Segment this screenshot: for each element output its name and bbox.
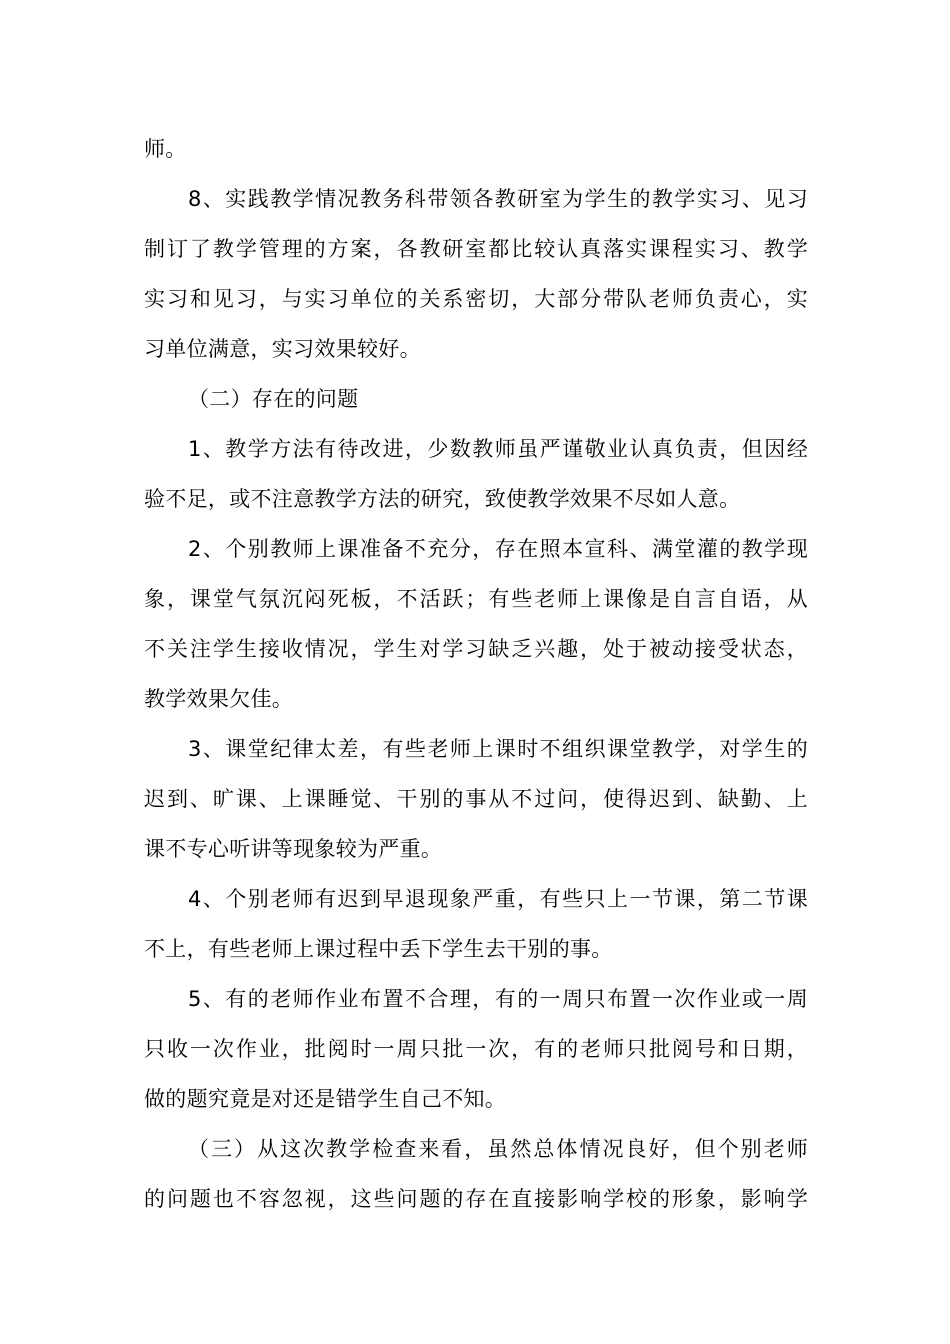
problem-3-line-3: 课不专心听讲等现象较为严重。: [144, 837, 443, 861]
problem-5-line-2: 只收一次作业，批阅时一周只批一次，有的老师只批阅号和日期，: [144, 1037, 808, 1061]
section-3-line-2: 的问题也不容忽视，这些问题的存在直接影响学校的形象，影响学: [144, 1187, 808, 1211]
text-line: 师。: [144, 137, 187, 161]
problem-2-line-1: 2、个别教师上课准备不充分，存在照本宣科、满堂灌的教学现: [188, 537, 808, 561]
problem-1-line-2: 验不足，或不注意教学方法的研究，致使教学效果不尽如人意。: [144, 487, 741, 511]
problem-4-line-2: 不上，有些老师上课过程中丢下学生去干别的事。: [144, 937, 613, 961]
paragraph-8-line-4: 习单位满意，实习效果较好。: [144, 337, 421, 361]
problem-1-line-1: 1、教学方法有待改进，少数教师虽严谨敬业认真负责，但因经: [188, 437, 808, 461]
problem-3-line-2: 迟到、旷课、上课睡觉、干别的事从不过问，使得迟到、缺勤、上: [144, 787, 808, 811]
section-3-line-1: （三）从这次教学检查来看，虽然总体情况良好，但个别老师: [188, 1137, 808, 1161]
problem-3-line-1: 3、课堂纪律太差，有些老师上课时不组织课堂教学，对学生的: [188, 737, 808, 761]
paragraph-8-line-2: 制订了教学管理的方案，各教研室都比较认真落实课程实习、教学: [144, 237, 808, 261]
problem-2-line-3: 不关注学生接收情况，学生对学习缺乏兴趣，处于被动接受状态，: [144, 637, 808, 661]
problem-2-line-4: 教学效果欠佳。: [144, 687, 294, 711]
problem-4-line-1: 4、个别老师有迟到早退现象严重，有些只上一节课，第二节课: [188, 887, 808, 911]
paragraph-8-line-1: 8、实践教学情况教务科带领各教研室为学生的教学实习、见习: [188, 187, 808, 211]
problem-5-line-1: 5、有的老师作业布置不合理，有的一周只布置一次作业或一周: [188, 987, 808, 1011]
paragraph-8-line-3: 实习和见习，与实习单位的关系密切，大部分带队老师负责心，实: [144, 287, 808, 311]
section-heading-problems: （二）存在的问题: [188, 387, 359, 411]
problem-5-line-3: 做的题究竟是对还是错学生自己不知。: [144, 1087, 507, 1111]
problem-2-line-2: 象，课堂气氛沉闷死板，不活跃；有些老师上课像是自言自语，从: [144, 587, 808, 611]
